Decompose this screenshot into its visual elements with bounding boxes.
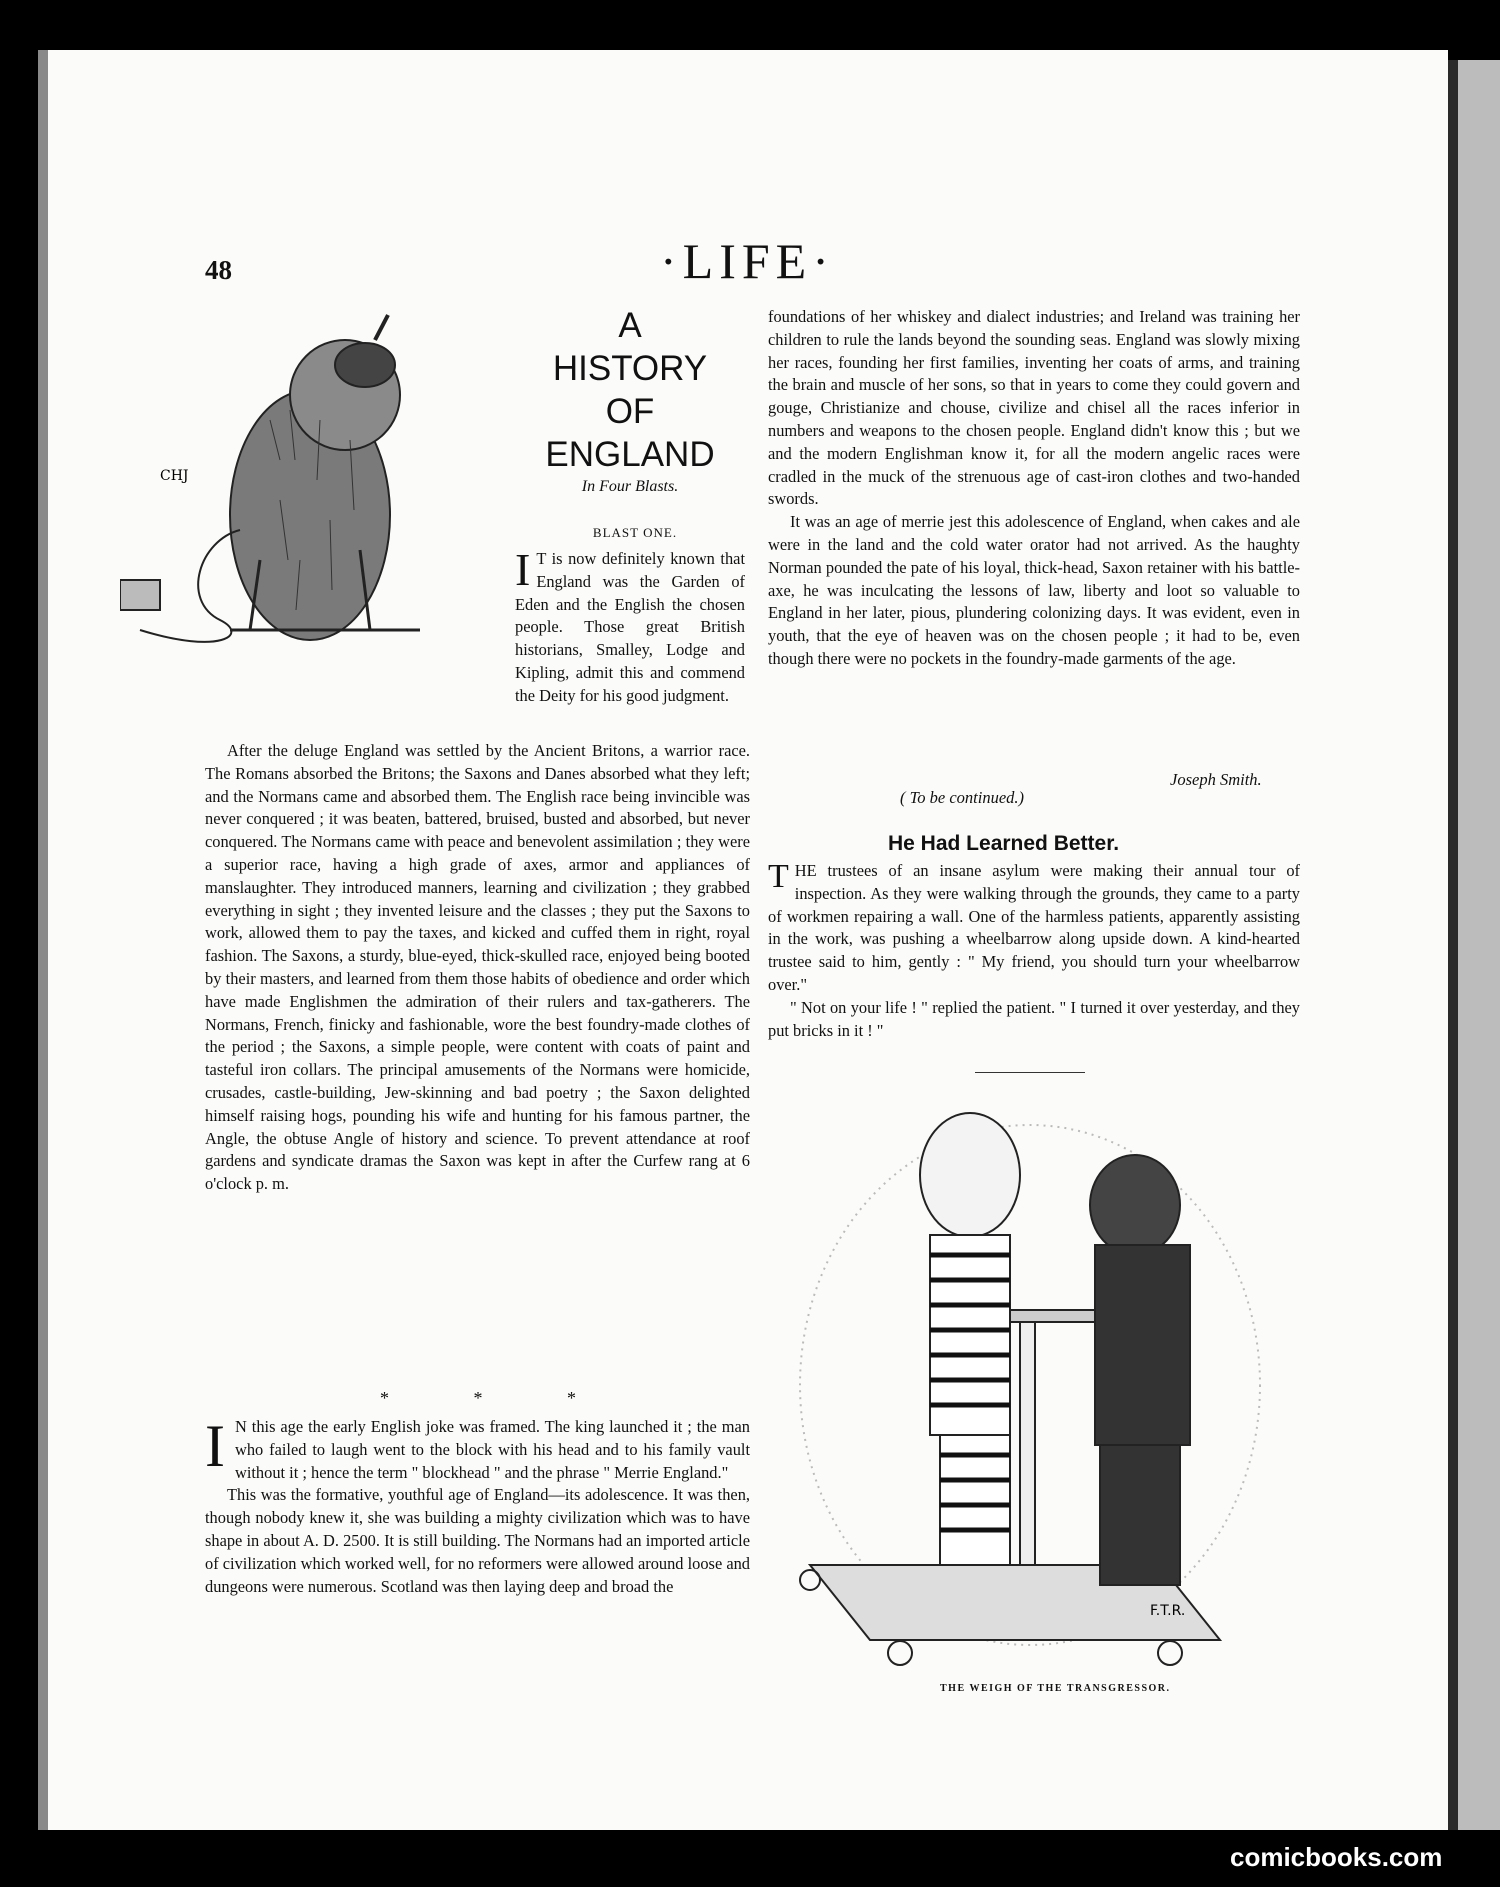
paragraph-text: HE trustees of an insane asylum were making their annual tour of inspection. As they were walking through the grounds, they came to a party of workmen repairing a wall. One of the harmless patients, apparently assisting in the work, was pushing a wheelbarrow along upside down. A kind-hearted trustee said to him, gently : " My friend, you should turn your wheelbarrow over." [768, 861, 1300, 994]
article-title [525, 304, 735, 476]
cartoon-signature: F.T.R. [1150, 1603, 1186, 1619]
lion-signature: CHJ [160, 468, 189, 484]
paragraph-text: N this age the early English joke was framed. The king launched it ; the man who failed to laugh went to the block with his head and to his family vault without it ; hence the term " blockhead " and the phrase " Merrie England." [234, 1417, 750, 1482]
story-title: He Had Learned Better. [888, 832, 1120, 855]
cartoon-illustration [780, 1085, 1280, 1675]
page-edge [1448, 60, 1500, 1830]
drop-cap: I [205, 1413, 225, 1479]
right-column-body [768, 306, 1300, 671]
drop-cap: T [768, 858, 789, 895]
drop-cap: I [515, 544, 531, 595]
paragraph: " Not on your life ! " replied the patient. " I turned it over yesterday, and they put bricks in it ! " [768, 997, 1300, 1040]
title-line: ENGLAND [545, 435, 715, 474]
paragraph: It was an age of merrie jest this adolescence of England, when cakes and ale were in the land and the cold water orator had not arrived. As the haughty Norman pounded the pate of his loyal, thick-head, Saxon retainer with his battle-axe, he was inculcating the lessons of law, liberty and loot so valuable to England in her later, pious, plundering colonizing days. It was evident, even in youth, that the eye of heaven was on the chosen people ; it had to be, even though there were no pockets in the foundry-made garments of the age. [768, 512, 1300, 668]
title-line: HISTORY [552, 349, 708, 388]
left-column-lower [205, 1413, 750, 1598]
divider [975, 1072, 1085, 1073]
title-line: OF [605, 392, 655, 431]
intro-text: T is now definitely known that England was the Garden of Eden and the English the chosen people. Those great British historians, Smalley, Lodge and Kipling, admit this and commend the Deity for his good judgment. [515, 549, 745, 705]
section-heading: BLAST ONE. [592, 525, 678, 540]
watermark: comicbooks.com [1230, 1842, 1443, 1872]
paragraph [205, 1413, 750, 1484]
cartoon-caption: THE WEIGH OF THE TRANSGRESSOR. [940, 1683, 1171, 1694]
story-body [768, 860, 1300, 1042]
masthead: ·LIFE· [660, 233, 835, 289]
paragraph: This was the formative, youthful age of England—its adolescence. It was then, though nobody knew it, she was building a mighty civilization which was to have shape in about A. D. 2500. It is still building. The Normans had an imported article of civilization which worked well, for no reformers were allowed around loose and dungeons were numerous. Scotland was then laying deep and broad the [205, 1485, 750, 1596]
left-column-body [205, 740, 750, 1196]
section-separator: * * * [380, 1388, 616, 1408]
page-number: 48 [205, 255, 232, 285]
article-subtitle: In Four Blasts. [581, 478, 679, 495]
paragraph: foundations of her whiskey and dialect industries; and Ireland was training her children to rule the lands beyond the sounding seas. England was slowly mixing her races, founding her first families, inventing her coats of arms, and training the brain and muscle of her sons, so that in years to come they could govern and gouge, Christianize and chouse, civilize and chisel all the races inferior in numbers and weapons to the chosen people. England didn't know this ; but we and the modern Englishman know it, for all the modern angelic races were cradled in the muck of the strenuous age of cast-iron clothes and two-handed swords. [768, 307, 1300, 509]
paragraph: After the deluge England was settled by the Ancient Britons, a warrior race. The Romans absorbed the Britons; the Saxons and Danes absorbed what they left; and the Normans came and absorbed them. The English race being invincible was never conquered ; it was beaten, battered, bruised, busted and absorbed, but never conquered. The Normans came with peace and benevolent assimilation ; they were a superior race, having a high grade of axes, armor and appliances of manslaughter. They introduced manners, learning and civilization ; they grabbed everything in sight ; they invented leisure and the classes ; they put the Saxons to work, allowed them to pay the taxes, and kicked and cuffed them in right, royal fashion. The Saxons, a sturdy, blue-eyed, thick-skulled race, enjoyed being booted by their masters, and learned from them those habits of obedience and order which have made Englishmen the admiration of their rulers and tax-gatherers. The Normans, French, finicky and fashionable, wore the best foundry-made clothes of the period ; the Saxons, a simple people, were content with coats of paint and tasteful iron collars. The principal amusements of the Normans were homicide, crusades, castle-building, Jew-skinning and bad poetry ; the Saxon delighted himself raising hogs, pounding his wife and hunting for his famous partner, the Angle, the obtuse Angle of history and science. To prevent attendance at roof gardens and syndicate dramas the Saxon was kept in after the Curfew rang at 6 o'clock p. m. [205, 741, 750, 1194]
title-line: A [618, 306, 642, 345]
continued-note: ( To be continued.) [900, 788, 1025, 807]
author-signature: Joseph Smith. [1170, 770, 1262, 789]
lion-illustration [120, 300, 510, 680]
intro-paragraph [515, 544, 745, 708]
paragraph [768, 860, 1300, 997]
